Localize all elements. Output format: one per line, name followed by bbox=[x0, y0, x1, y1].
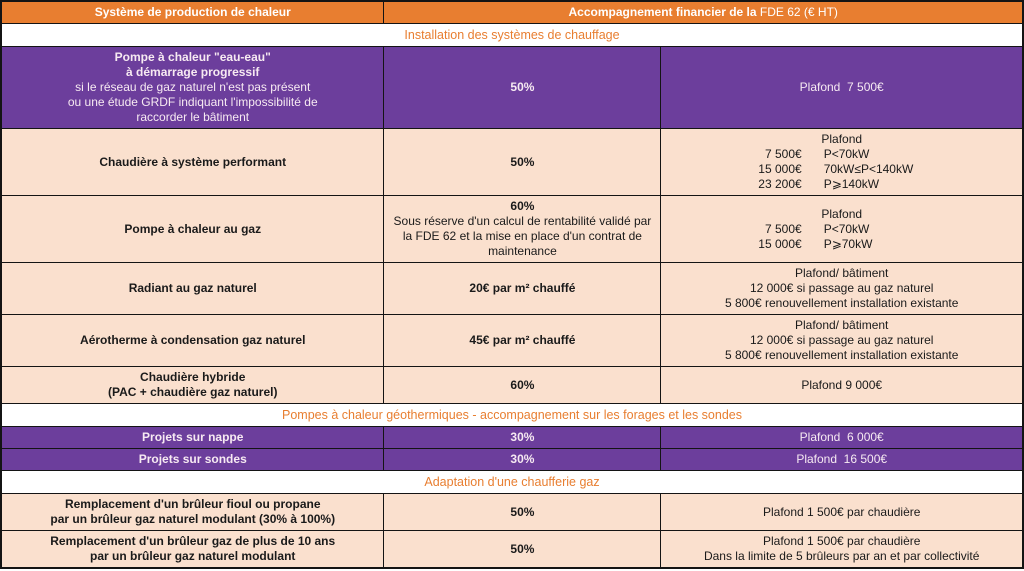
ceiling-cell bbox=[660, 263, 1022, 314]
system-cell bbox=[2, 263, 383, 314]
cell-line: Plafond bbox=[821, 206, 863, 221]
cell-line: Plafond 7 500€ bbox=[799, 80, 884, 94]
cell-line: 5 800€ renouvellement installation existante bbox=[724, 296, 959, 310]
section-title: Installation des systèmes de chauffage bbox=[404, 28, 620, 42]
ceiling-condition: P<70kW bbox=[823, 221, 870, 236]
cell-line: 30% bbox=[510, 430, 535, 444]
system-cell bbox=[2, 47, 383, 128]
section-title: Pompes à chaleur géothermiques - accompagnement sur les forages et les sondes bbox=[282, 408, 742, 422]
ceiling-condition: P⩾70kW bbox=[823, 236, 873, 251]
section-header-row bbox=[2, 404, 1022, 427]
cell-line: Chaudière à système performant bbox=[99, 154, 287, 169]
table-row bbox=[2, 47, 1022, 129]
ceiling-amount: 7 500€ bbox=[764, 147, 802, 161]
ceiling-pair-line bbox=[667, 237, 1016, 252]
table-row bbox=[2, 129, 1022, 196]
system-cell bbox=[2, 494, 383, 530]
cell-line: par un brûleur gaz naturel modulant bbox=[90, 549, 296, 563]
cell-line: (PAC + chaudière gaz naturel) bbox=[107, 385, 278, 399]
cell-line: si le réseau de gaz naturel n'est pas présent bbox=[75, 80, 311, 94]
ceiling-cell bbox=[660, 47, 1022, 128]
cell-line: la FDE 62 et la mise en place d'un contrat de bbox=[402, 229, 642, 243]
ceiling-condition: P<70kW bbox=[823, 147, 870, 161]
aid-cell bbox=[383, 367, 660, 403]
cell-line: Plafond 6 000€ bbox=[799, 430, 884, 444]
table-row bbox=[2, 494, 1022, 531]
header-system-column bbox=[2, 2, 383, 23]
ceiling-condition: 70kW≤P<140kW bbox=[823, 162, 914, 176]
system-cell bbox=[2, 129, 383, 195]
aid-cell bbox=[383, 427, 660, 448]
system-cell bbox=[2, 449, 383, 470]
table-body bbox=[2, 24, 1022, 567]
cell-line: Plafond 16 500€ bbox=[796, 452, 888, 466]
system-cell bbox=[2, 427, 383, 448]
ceiling-amount: 15 000€ bbox=[758, 162, 802, 176]
cell-line: Plafond/ bâtiment bbox=[794, 266, 889, 280]
aid-cell bbox=[383, 494, 660, 530]
aid-cell bbox=[383, 449, 660, 470]
header-system-label: Système de production de chaleur bbox=[94, 5, 291, 19]
table-row bbox=[2, 315, 1022, 367]
aid-cell bbox=[383, 315, 660, 366]
table-row bbox=[2, 263, 1022, 315]
ceiling-pair-line bbox=[667, 162, 1016, 177]
cell-line: Dans la limite de 5 brûleurs par an et par collectivité bbox=[703, 549, 980, 563]
cell-line: Remplacement d'un brûleur fioul ou propane bbox=[64, 497, 321, 511]
cell-line: maintenance bbox=[488, 244, 557, 258]
ceiling-cell bbox=[660, 196, 1022, 262]
cell-line: raccorder le bâtiment bbox=[136, 110, 250, 124]
cell-line: Plafond 1 500€ par chaudière bbox=[762, 504, 921, 519]
cell-line: 60% bbox=[510, 199, 535, 213]
cell-line: Sous réserve d'un calcul de rentabilité validé par bbox=[393, 214, 652, 228]
cell-line: Plafond 9 000€ bbox=[801, 377, 883, 392]
ceiling-amount: 15 000€ bbox=[758, 236, 802, 251]
aid-cell bbox=[383, 196, 660, 262]
system-cell bbox=[2, 196, 383, 262]
cell-line: 50% bbox=[510, 504, 535, 519]
system-cell bbox=[2, 531, 383, 567]
aid-cell bbox=[383, 47, 660, 128]
ceiling-condition: P⩾140kW bbox=[823, 177, 880, 191]
cell-line: Pompe à chaleur au gaz bbox=[124, 221, 262, 236]
table-row bbox=[2, 427, 1022, 449]
ceiling-amount: 23 200€ bbox=[758, 177, 802, 191]
section-header-row bbox=[2, 24, 1022, 47]
ceiling-cell bbox=[660, 449, 1022, 470]
header-financial-label-bold: Accompagnement financier de la bbox=[568, 5, 757, 19]
cell-line: Plafond 1 500€ par chaudière bbox=[762, 534, 921, 548]
aid-cell bbox=[383, 263, 660, 314]
cell-line: Radiant au gaz naturel bbox=[128, 281, 257, 295]
ceiling-cell bbox=[660, 315, 1022, 366]
cell-line: 30% bbox=[510, 452, 535, 466]
section-title: Adaptation d'une chaufferie gaz bbox=[424, 475, 600, 489]
cell-line: 50% bbox=[510, 154, 535, 169]
cell-line: 45€ par m² chauffé bbox=[469, 333, 576, 347]
cell-line: Plafond/ bâtiment bbox=[794, 318, 889, 332]
section-header-row bbox=[2, 471, 1022, 494]
system-cell bbox=[2, 315, 383, 366]
cell-line: 12 000€ si passage au gaz naturel bbox=[749, 281, 934, 295]
ceiling-cell bbox=[660, 367, 1022, 403]
table-row bbox=[2, 449, 1022, 471]
header-financial-label bbox=[569, 5, 838, 20]
cell-line: 12 000€ si passage au gaz naturel bbox=[749, 333, 934, 347]
cell-line: Chaudière hybride bbox=[140, 370, 246, 384]
cell-line: à démarrage progressif bbox=[126, 65, 260, 79]
cell-line: Projets sur sondes bbox=[138, 452, 247, 466]
cell-line: 5 800€ renouvellement installation existante bbox=[724, 348, 959, 362]
cell-line: par un brûleur gaz naturel modulant (30% à 100%) bbox=[50, 512, 336, 526]
ceiling-pair-line bbox=[667, 147, 1016, 162]
ceiling-pair-line bbox=[667, 177, 1016, 192]
cell-line: 50% bbox=[510, 80, 535, 94]
cell-line: 20€ par m² chauffé bbox=[469, 281, 576, 295]
table-header-row bbox=[2, 2, 1022, 24]
system-cell bbox=[2, 367, 383, 403]
aid-cell bbox=[383, 129, 660, 195]
ceiling-cell bbox=[660, 494, 1022, 530]
aid-cell bbox=[383, 531, 660, 567]
cell-line: Remplacement d'un brûleur gaz de plus de 10 ans bbox=[50, 534, 336, 548]
ceiling-cell bbox=[660, 531, 1022, 567]
ceiling-pair-line bbox=[667, 222, 1016, 237]
ceiling-amount: 7 500€ bbox=[764, 221, 802, 236]
table-row bbox=[2, 531, 1022, 567]
header-financial-column bbox=[383, 2, 1022, 23]
cell-line: 50% bbox=[510, 541, 535, 556]
cell-line: ou une étude GRDF indiquant l'impossibilité de bbox=[67, 95, 318, 109]
ceiling-cell bbox=[660, 129, 1022, 195]
cell-line: Pompe à chaleur "eau-eau" bbox=[114, 50, 271, 64]
cell-line: Plafond bbox=[821, 132, 863, 146]
header-financial-label-regular: FDE 62 (€ HT) bbox=[756, 5, 838, 19]
cell-line: 60% bbox=[510, 377, 535, 392]
cell-line: Projets sur nappe bbox=[142, 430, 244, 444]
cell-line: Aérotherme à condensation gaz naturel bbox=[80, 333, 306, 347]
ceiling-cell bbox=[660, 427, 1022, 448]
table-row bbox=[2, 196, 1022, 263]
table-row bbox=[2, 367, 1022, 404]
